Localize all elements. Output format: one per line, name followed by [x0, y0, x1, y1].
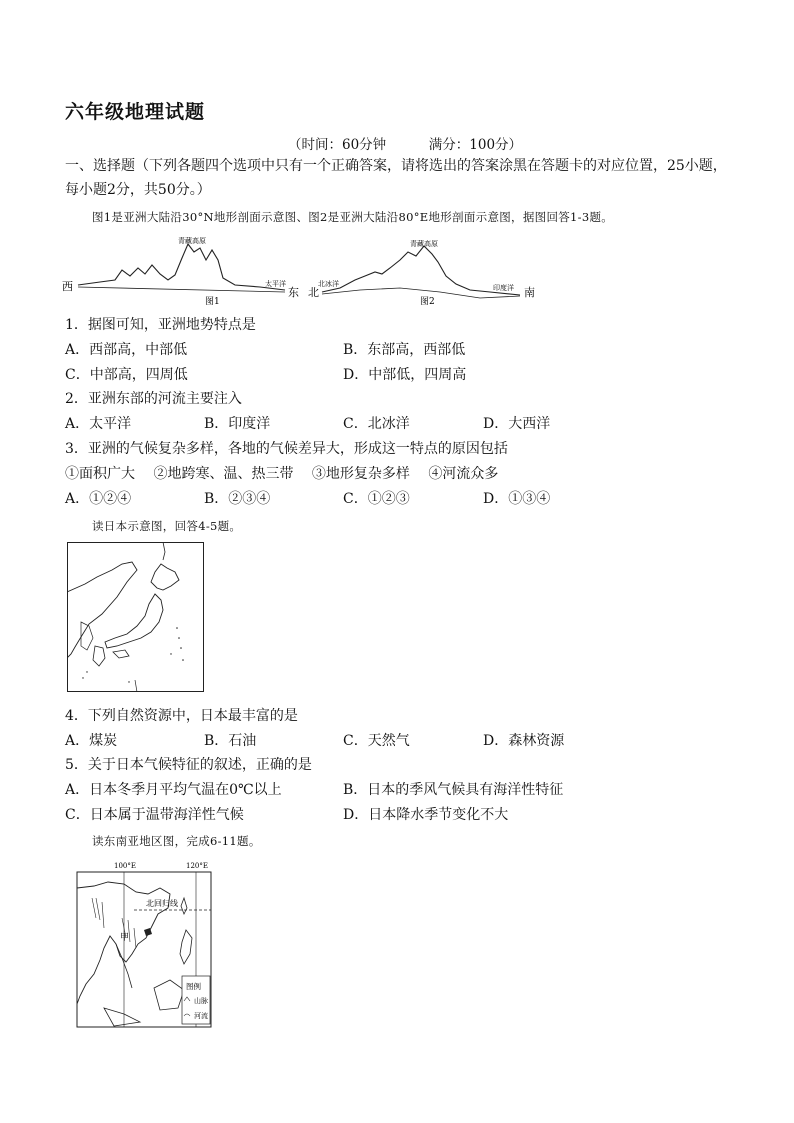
exam-info [288, 133, 522, 153]
question-5-stem: 5．关于日本气候特征的叙述，正确的是 [65, 757, 312, 773]
intro-q1-3: 图1是亚洲大陆沿30°N地形剖面示意图、图2是亚洲大陆沿80°E地形剖面示意图，据图回答1-3题。 [92, 210, 614, 224]
page-title: 六年级地理试题 [65, 101, 206, 123]
q4-option-d[interactable]: D．森林资源 [483, 733, 565, 749]
fig2-south-label: 南 [524, 286, 535, 299]
question-3-stem: 3．亚洲的气候复杂多样，各地的气候差异大，形成这一特点的原因包括 [65, 441, 508, 457]
profile-figure-1 [62, 236, 299, 307]
q2-option-c[interactable]: C．北冰洋 [343, 416, 410, 432]
q3-option-a[interactable]: A．①②④ [65, 491, 132, 507]
intro-q4-5: 读日本示意图，回答4-5题。 [92, 519, 242, 533]
question-2-stem: 2．亚洲东部的河流主要注入 [65, 391, 242, 407]
fig1-caption: 图1 [205, 297, 220, 307]
fig2-caption: 图2 [420, 297, 435, 307]
q1-option-b[interactable]: B．东部高，西部低 [343, 342, 466, 358]
fig2-peak-label: 青藏高原 [410, 240, 438, 248]
fig2-north-ocean-label: 北冰洋 [318, 280, 339, 288]
fig2-south-ocean-label: 印度洋 [493, 284, 514, 292]
q3-option-b[interactable]: B．②③④ [204, 491, 271, 507]
time-limit: （时间：60分钟 [288, 137, 387, 153]
q1-option-a[interactable]: A．西部高，中部低 [65, 342, 188, 358]
jia-label: 甲 [120, 933, 130, 943]
q3-option-c[interactable]: C．①②③ [343, 491, 410, 507]
profile-figure-2 [308, 239, 535, 307]
tropic-label: 北回归线 [146, 899, 178, 908]
q1-option-d[interactable]: D．中部低，四周高 [343, 367, 467, 383]
q4-option-a[interactable]: A．煤炭 [65, 733, 118, 749]
q5-option-a[interactable]: A．日本冬季月平均气温在0℃以上 [65, 782, 282, 798]
terrain-profile-figures [60, 230, 560, 310]
fig1-peak-label: 青藏高原 [178, 237, 206, 245]
fig2-north-label: 北 [308, 286, 319, 299]
full-score: 满分：100分） [428, 137, 523, 153]
q5-option-c[interactable]: C．日本属于温带海洋性气候 [65, 807, 244, 823]
fig1-ocean-label: 太平洋 [265, 280, 286, 288]
question-1-stem: 1．据图可知，亚洲地势特点是 [65, 317, 256, 333]
lon-100e-label: 100°E [114, 862, 136, 870]
q3-statement-items: ①面积广大 ②地跨寒、温、热三带 ③地形复杂多样 ④河流众多 [65, 466, 499, 482]
section-header-line2: 每小题2分，共50分。） [65, 182, 211, 198]
lon-120e-label: 120°E [186, 862, 208, 870]
q1-option-c[interactable]: C．中部高，四周低 [65, 367, 188, 383]
japan-map [67, 542, 204, 692]
q5-option-b[interactable]: B．日本的季风气候具有海洋性特征 [343, 782, 564, 798]
legend-mountain: 山脉 [194, 997, 208, 1005]
southeast-asia-map [74, 858, 220, 1030]
q2-option-d[interactable]: D．大西洋 [483, 416, 551, 432]
q4-option-b[interactable]: B．石油 [204, 733, 257, 749]
q3-option-d[interactable]: D．①③④ [483, 491, 551, 507]
q2-option-a[interactable]: A．太平洋 [65, 416, 132, 432]
q5-option-d[interactable]: D．日本降水季节变化不大 [343, 807, 509, 823]
legend-title: 图例 [186, 982, 201, 991]
fig1-east-label: 东 [288, 286, 299, 299]
intro-q6-11: 读东南亚地区图，完成6-11题。 [92, 834, 261, 848]
q4-option-c[interactable]: C．天然气 [343, 733, 410, 749]
section-header-line1: 一、选择题（下列各题四个选项中只有一个正确答案，请将选出的答案涂黑在答题卡的对应位置，25小题， [65, 158, 727, 174]
legend-river: 河流 [194, 1012, 208, 1020]
question-4-stem: 4．下列自然资源中，日本最丰富的是 [65, 708, 298, 724]
fig1-west-label: 西 [62, 280, 73, 293]
q2-option-b[interactable]: B．印度洋 [204, 416, 271, 432]
